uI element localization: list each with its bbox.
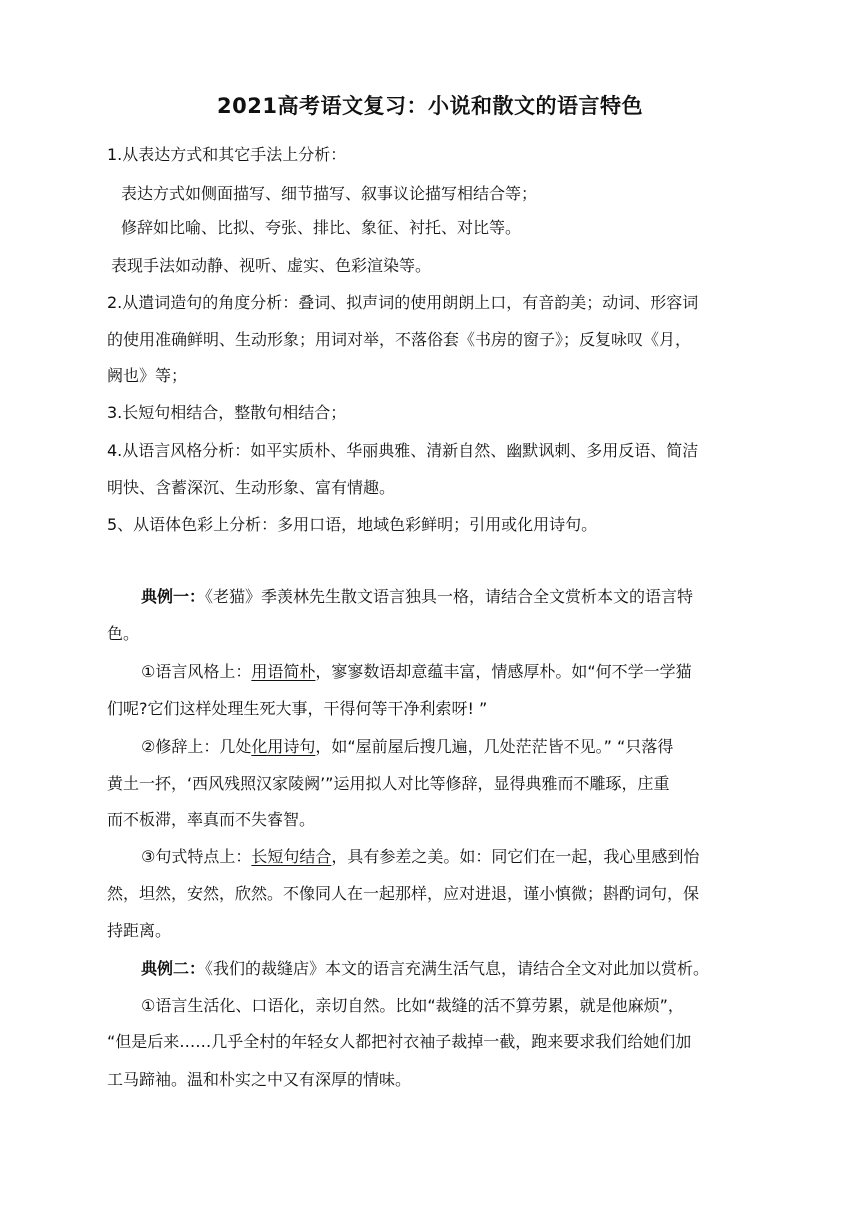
example-1-point-3-cont-1: 然，坦然，安然，欣然。不像同人在一起那样，应对进退，谨小慎微；斟酌词句，保 [107, 884, 700, 903]
example-2-label: 典例二： [141, 959, 206, 978]
example-2-question-text: 《我们的裁缝店》本文的语言充满生活气息，请结合全文对此加以赏析。 [205, 959, 710, 978]
point-5: 5、从语体色彩上分析：多用口语，地域色彩鲜明；引用或化用诗句。 [107, 515, 598, 534]
example-1-point-1 [141, 662, 757, 682]
example-1-point-3-lead: ③句式特点上： [141, 847, 252, 866]
example-2-point-1-cont-1: “但是后来……几乎全村的年轻女人都把衬衣袖子裁掉一截，跑来要求我们给她们加 [107, 1032, 692, 1051]
page-title: 2021高考语文复习：小说和散文的语言特色 [217, 94, 643, 118]
example-1-point-1-text: ，寥寥数语却意蕴丰富，情感厚朴。如“何不学一学猫 [315, 662, 692, 681]
example-1-point-3-cont-2: 持距离。 [107, 921, 172, 940]
example-2-point-1-cont-2: 工马蹄袖。温和朴实之中又有深厚的情味。 [107, 1070, 412, 1089]
example-1-point-2 [141, 737, 757, 757]
point-1-heading: 1.从表达方式和其它手法上分析： [107, 145, 347, 164]
example-2-question [141, 959, 757, 979]
example-1-point-3-key: 长短句结合 [251, 847, 332, 866]
example-2-point-1: ①语言生活化、口语化，亲切自然。比如“裁缝的活不算劳累，就是他麻烦”， [141, 996, 684, 1015]
example-1-label: 典例一： [141, 587, 206, 606]
point-4-line-2: 明快、含蓄深沉、生动形象、富有情趣。 [107, 478, 396, 497]
example-1-point-1-lead: ①语言风格上： [141, 662, 252, 681]
point-2-line-3: 阙也》等； [107, 366, 188, 385]
example-1-question [141, 587, 757, 607]
example-1-point-3 [141, 847, 757, 867]
example-1-point-3-text: ，具有参差之美。如：同它们在一起，我心里感到怡 [331, 847, 700, 866]
point-2-line-2: 的使用准确鲜明、生动形象；用词对举，不落俗套《书房的窗子》；反复咏叹《月， [107, 330, 692, 349]
example-1-point-2-cont-2: 而不板滞，率真而不失睿智。 [107, 810, 316, 829]
example-1-question-cont: 色。 [107, 624, 140, 643]
example-1-question-text: 《老猫》季羡林先生散文语言独具一格，请结合全文赏析本文的语言特 [205, 587, 694, 606]
point-1-technique: 表现手法如动静、视听、虚实、色彩渲染等。 [111, 256, 432, 275]
example-1-point-2-cont-1: 黄土一抔，‘西风残照汉家陵阙’”运用拟人对比等修辞，显得典雅而不雕琢，庄重 [107, 774, 670, 793]
point-2-line-1: 2.从遣词造句的角度分析：叠词、拟声词的使用朗朗上口，有音韵美；动词、形容词 [107, 293, 699, 312]
point-1-rhetoric: 修辞如比喻、比拟、夸张、排比、象征、衬托、对比等。 [121, 218, 522, 237]
point-3: 3.长短句相结合，整散句相结合； [107, 403, 347, 422]
point-4-line-1: 4.从语言风格分析：如平实质朴、华丽典雅、清新自然、幽默讽刺、多用反语、简洁 [107, 441, 699, 460]
example-1-point-2-lead: ②修辞上：几处 [141, 737, 252, 756]
example-1-point-2-key: 化用诗句 [251, 737, 316, 756]
point-1-expression: 表达方式如侧面描写、细节描写、叙事议论描写相结合等； [121, 184, 538, 203]
example-1-point-1-key: 用语简朴 [251, 662, 316, 681]
example-1-point-1-cont: 们呢?它们这样处理生死大事，干得何等干净利索呀! ” [107, 699, 488, 718]
example-1-point-2-text: ，如“屋前屋后搜几遍，几处茫茫皆不见。” “只落得 [315, 737, 674, 756]
